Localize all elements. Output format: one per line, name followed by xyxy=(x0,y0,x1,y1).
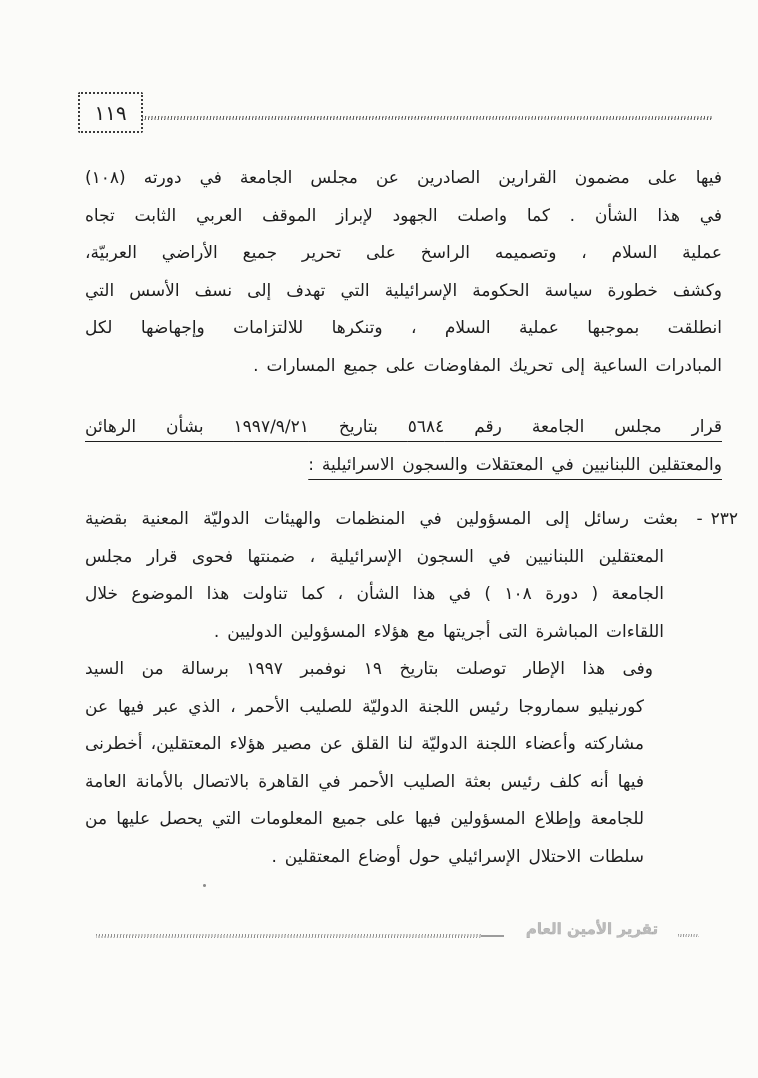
scan-artifact-dot xyxy=(203,884,206,887)
footer-title: تقرير الأمين العام xyxy=(525,920,659,938)
body-line: الجامعة ( دورة ١٠٨ ) في هذا الشأن ، كما تناولت هذا الموضوع خلال xyxy=(85,584,664,604)
body-line: اللقاءات المباشرة التى أجريتها مع هؤلاء المسؤولين الدوليين . xyxy=(213,621,664,642)
body-line: عملية السلام ، وتصميمه الراسخ على تحرير جميع الأراضي العربيّة، xyxy=(85,243,722,263)
body-line: المبادرات الساعية إلى تحريك المفاوضات على جميع المسارات . xyxy=(253,355,722,376)
resolution-heading xyxy=(85,409,722,484)
footer-hatched-rule xyxy=(96,934,482,938)
body-line: وكشف خطورة سياسة الحكومة الإسرائيلية التي تهدف إلى نسف الأسس التي xyxy=(85,280,722,301)
heading-line: والمعتقلين اللبنانيين في المعتقلات والسجون الاسرائيلية : xyxy=(308,454,722,475)
footer-dash xyxy=(678,934,699,937)
body-line: فيها أنه كلف رئيس بعثة الصليب الأحمر في القاهرة بالاتصال بالأمانة العامة xyxy=(85,771,644,792)
document-body xyxy=(85,160,738,876)
page-number: ١١٩ xyxy=(94,100,127,125)
body-line: وفى هذا الإطار توصلت بتاريخ ١٩ نوفمبر ١٩٩٧ برسالة من السيد xyxy=(85,659,653,679)
body-line: سلطات الاحتلال الإسرائيلي حول أوضاع المعتقلين . xyxy=(271,846,644,867)
heading-line: قرار مجلس الجامعة رقم ٥٦٨٤ بتاريخ ١٩٩٧/٩/٢١ بشأن الرهائن xyxy=(85,417,722,437)
paragraph-number: ٢٣٢ - xyxy=(696,509,738,529)
body-line: فيها على مضمون القرارين الصادرين عن مجلس الجامعة في دورته (١٠٨) xyxy=(85,168,722,188)
body-line: كورنيليو سماروجا رئيس اللجنة الدوليّة للصليب الأحمر ، الذي عبر فيها عن xyxy=(85,696,644,717)
body-line: مشاركته وأعضاء اللجنة الدوليّة لنا القلق عن مصير هؤلاء المعتقلين، أخطرنى xyxy=(85,734,644,754)
body-line: بعثت رسائل إلى المسؤولين في المنظمات والهيئات الدوليّة المعنية بقضية xyxy=(85,509,678,529)
page-number-box xyxy=(78,92,143,133)
paragraph-232 xyxy=(85,501,738,876)
top-hatched-rule xyxy=(142,116,712,120)
paragraph-continuation xyxy=(85,160,722,385)
body-line: في هذا الشأن . كما واصلت الجهود لإبراز الموقف العربي الثابت تجاه xyxy=(85,205,722,226)
body-line: المعتقلين اللبنانيين في السجون الإسرائيلية ، ضمنتها فحوى قرار مجلس xyxy=(85,546,664,567)
body-line: انطلقت بموجبها عملية السلام ، وتنكرها للالتزامات وإجهاضها لكل xyxy=(85,318,722,338)
body-line: للجامعة وإطلاع المسؤولين فيها على جميع المعلومات التي يحصل عليها من xyxy=(85,809,644,829)
footer-dash xyxy=(481,935,504,937)
